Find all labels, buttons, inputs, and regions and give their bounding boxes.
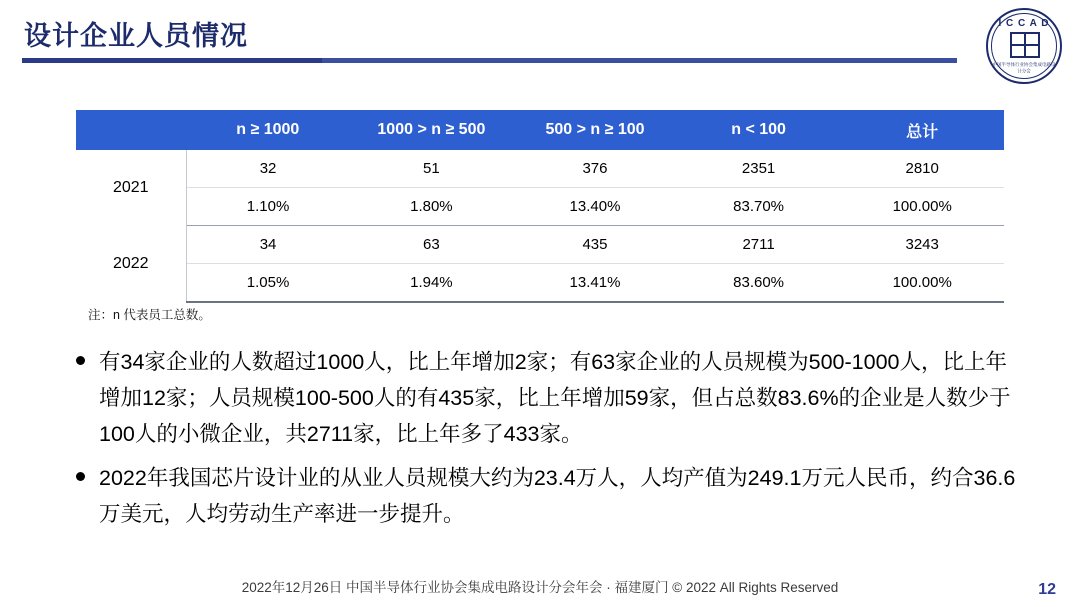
list-item [76,344,1026,452]
cell-2022-pct-4: 83.60% [677,264,841,303]
cell-2021-pct-2: 1.80% [350,188,514,226]
cell-2022-pct-3: 13.41% [513,264,677,303]
table-note: 注：n 代表员工总数。 [88,308,211,322]
cell-2022-count-total: 3243 [840,226,1004,264]
page-number: 12 [1038,581,1056,598]
table-row [76,150,1004,188]
page-title: 设计企业人员情况 [24,21,248,51]
list-item [76,460,1026,532]
column-header-500-to-1000: 1000 > n ≥ 500 [350,110,514,150]
cell-2021-count-3: 376 [513,150,677,188]
bullet-text: 2022年我国芯片设计业的从业人员规模大约为23.4万人，人均产值为249.1万元人民币，约合36.6万美元，人均劳动生产率进一步提升。 [99,466,1016,526]
logo-letters: I C C A D [998,18,1050,29]
bullet-dot-icon [76,356,85,365]
table-header-row [76,110,1004,150]
footer-text: 2022年12月26日 中国半导体行业协会集成电路设计分会年会 · 福建厦门 © 2022 All Rights Reserved [241,580,839,595]
table-row [76,264,1004,303]
cell-2022-pct-total: 100.00% [840,264,1004,303]
title-divider-accent [22,58,322,63]
cell-2021-count-1: 32 [186,150,350,188]
table-corner-header [76,110,186,150]
cell-2022-pct-1: 1.05% [186,264,350,303]
column-header-n-ge-1000: n ≥ 1000 [186,110,350,150]
table-row [76,188,1004,226]
cell-2021-pct-3: 13.40% [513,188,677,226]
cell-2022-count-2: 63 [350,226,514,264]
row-year-2021: 2021 [76,150,186,226]
cell-2022-count-3: 435 [513,226,677,264]
table-row [76,226,1004,264]
iccad-logo [986,8,1062,84]
column-header-total: 总计 [840,110,1004,150]
column-header-100-to-500: 500 > n ≥ 100 [513,110,677,150]
cell-2021-pct-1: 1.10% [186,188,350,226]
logo-chip-icon [1010,32,1040,58]
cell-2021-pct-4: 83.70% [677,188,841,226]
bullet-text: 有34家企业的人数超过1000人，比上年增加2家；有63家企业的人员规模为500-1000人，比上年增加12家；人员规模100-500人的有435家，比上年增加59家，但占总数83.6%的企业是人数少于100人的小微企业，共2711家，比上年多了433家。 [99,350,1011,446]
cell-2022-count-1: 34 [186,226,350,264]
personnel-table [76,110,1004,303]
cell-2021-count-2: 51 [350,150,514,188]
row-year-2022: 2022 [76,226,186,303]
cell-2021-count-4: 2351 [677,150,841,188]
column-header-n-lt-100: n < 100 [677,110,841,150]
cell-2022-pct-2: 1.94% [350,264,514,303]
bullet-list [76,344,1026,540]
bullet-dot-icon [76,472,85,481]
cell-2021-count-total: 2810 [840,150,1004,188]
cell-2021-pct-total: 100.00% [840,188,1004,226]
logo-subtext: 中国半导体行业协会集成电路设计分会 [992,62,1056,75]
cell-2022-count-4: 2711 [677,226,841,264]
